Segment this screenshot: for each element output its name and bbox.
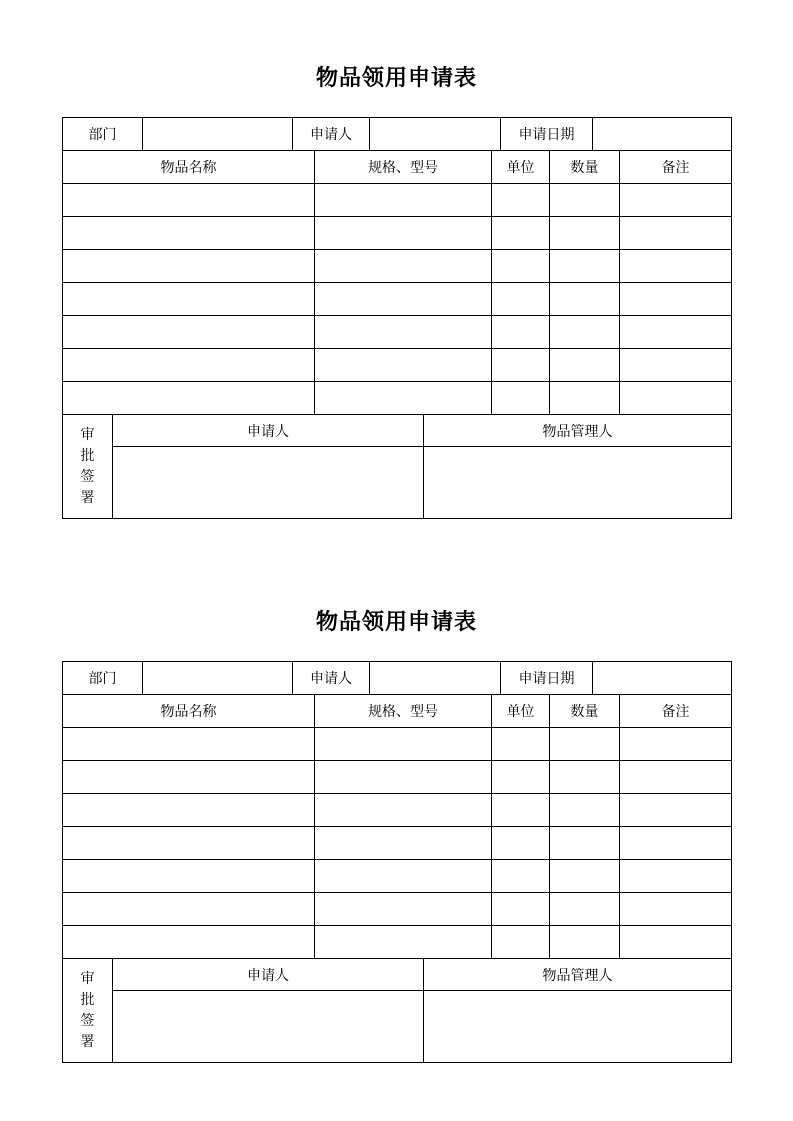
unit-cell[interactable]	[492, 184, 550, 217]
header-table	[62, 117, 732, 151]
table-row	[63, 250, 732, 283]
remarks-cell[interactable]	[620, 316, 732, 349]
remarks-cell[interactable]	[620, 860, 732, 893]
column-header-quantity: 数量	[550, 151, 620, 184]
unit-cell[interactable]	[492, 827, 550, 860]
column-header-unit: 单位	[492, 151, 550, 184]
table-row	[63, 283, 732, 316]
item-name-cell[interactable]	[63, 893, 315, 926]
unit-cell[interactable]	[492, 860, 550, 893]
unit-cell[interactable]	[492, 794, 550, 827]
spec-cell[interactable]	[315, 893, 492, 926]
column-header-quantity: 数量	[550, 695, 620, 728]
table-row	[63, 217, 732, 250]
column-header-remarks: 备注	[620, 695, 732, 728]
table-row	[63, 184, 732, 217]
item-name-cell[interactable]	[63, 761, 315, 794]
table-row	[63, 926, 732, 959]
date-label: 申请日期	[501, 118, 593, 151]
approval-label-char: 署	[80, 489, 95, 506]
remarks-cell[interactable]	[620, 349, 732, 382]
applicant-label: 申请人	[293, 662, 370, 695]
item-name-cell[interactable]	[63, 217, 315, 250]
department-field[interactable]	[143, 662, 293, 695]
remarks-cell[interactable]	[620, 827, 732, 860]
quantity-cell[interactable]	[550, 217, 620, 250]
column-header-unit: 单位	[492, 695, 550, 728]
approval-label-char: 批	[80, 991, 95, 1008]
column-header-spec: 规格、型号	[315, 151, 492, 184]
item-name-cell[interactable]	[63, 250, 315, 283]
unit-cell[interactable]	[492, 761, 550, 794]
column-header-spec: 规格、型号	[315, 695, 492, 728]
spec-cell[interactable]	[315, 827, 492, 860]
approval-manager-label: 物品管理人	[424, 959, 732, 991]
department-label: 部门	[63, 118, 143, 151]
quantity-cell[interactable]	[550, 728, 620, 761]
unit-cell[interactable]	[492, 250, 550, 283]
spec-cell[interactable]	[315, 926, 492, 959]
spec-cell[interactable]	[315, 316, 492, 349]
approval-label	[63, 415, 113, 519]
requisition-form-2	[62, 606, 731, 1063]
quantity-cell[interactable]	[550, 926, 620, 959]
unit-cell[interactable]	[492, 316, 550, 349]
remarks-cell[interactable]	[620, 728, 732, 761]
quantity-cell[interactable]	[550, 827, 620, 860]
remarks-cell[interactable]	[620, 926, 732, 959]
remarks-cell[interactable]	[620, 217, 732, 250]
spec-cell[interactable]	[315, 250, 492, 283]
approval-label-char: 批	[80, 447, 95, 464]
item-name-cell[interactable]	[63, 926, 315, 959]
quantity-cell[interactable]	[550, 794, 620, 827]
column-header-item-name: 物品名称	[63, 695, 315, 728]
quantity-cell[interactable]	[550, 860, 620, 893]
unit-cell[interactable]	[492, 283, 550, 316]
spec-cell[interactable]	[315, 283, 492, 316]
date-field[interactable]	[593, 118, 732, 151]
date-label: 申请日期	[501, 662, 593, 695]
approval-label-char: 审	[80, 426, 95, 443]
approval-table	[62, 414, 732, 519]
applicant-signature-field[interactable]	[113, 991, 424, 1063]
table-row	[63, 728, 732, 761]
table-row	[63, 761, 732, 794]
quantity-cell[interactable]	[550, 316, 620, 349]
spec-cell[interactable]	[315, 794, 492, 827]
item-name-cell[interactable]	[63, 827, 315, 860]
approval-label-char: 签	[80, 1012, 95, 1029]
unit-cell[interactable]	[492, 926, 550, 959]
item-name-cell[interactable]	[63, 860, 315, 893]
department-field[interactable]	[143, 118, 293, 151]
item-name-cell[interactable]	[63, 794, 315, 827]
approval-label-char: 签	[80, 468, 95, 485]
unit-cell[interactable]	[492, 893, 550, 926]
approval-label-char: 审	[80, 970, 95, 987]
remarks-cell[interactable]	[620, 250, 732, 283]
table-row	[63, 794, 732, 827]
spec-cell[interactable]	[315, 761, 492, 794]
approval-table	[62, 958, 732, 1063]
table-row	[63, 316, 732, 349]
applicant-signature-field[interactable]	[113, 447, 424, 519]
column-header-item-name: 物品名称	[63, 151, 315, 184]
items-header-row	[63, 151, 732, 184]
remarks-cell[interactable]	[620, 184, 732, 217]
approval-applicant-label: 申请人	[113, 959, 424, 991]
manager-signature-field[interactable]	[424, 991, 732, 1063]
unit-cell[interactable]	[492, 382, 550, 415]
unit-cell[interactable]	[492, 349, 550, 382]
quantity-cell[interactable]	[550, 250, 620, 283]
item-name-cell[interactable]	[63, 316, 315, 349]
quantity-cell[interactable]	[550, 349, 620, 382]
approval-applicant-label: 申请人	[113, 415, 424, 447]
spec-cell[interactable]	[315, 349, 492, 382]
remarks-cell[interactable]	[620, 893, 732, 926]
header-table	[62, 661, 732, 695]
remarks-cell[interactable]	[620, 761, 732, 794]
spec-cell[interactable]	[315, 382, 492, 415]
spec-cell[interactable]	[315, 728, 492, 761]
item-name-cell[interactable]	[63, 349, 315, 382]
applicant-field[interactable]	[370, 662, 501, 695]
quantity-cell[interactable]	[550, 184, 620, 217]
items-table	[62, 150, 732, 415]
items-table	[62, 694, 732, 959]
applicant-field[interactable]	[370, 118, 501, 151]
quantity-cell[interactable]	[550, 283, 620, 316]
requisition-form-1	[62, 62, 731, 519]
department-label: 部门	[63, 662, 143, 695]
table-row	[63, 382, 732, 415]
manager-signature-field[interactable]	[424, 447, 732, 519]
form-title: 物品领用申请表	[315, 609, 477, 635]
item-name-cell[interactable]	[63, 283, 315, 316]
items-header-row	[63, 695, 732, 728]
column-header-remarks: 备注	[620, 151, 732, 184]
table-row	[63, 860, 732, 893]
unit-cell[interactable]	[492, 728, 550, 761]
quantity-cell[interactable]	[550, 382, 620, 415]
applicant-label: 申请人	[293, 118, 370, 151]
approval-label-char: 署	[80, 1033, 95, 1050]
item-name-cell[interactable]	[63, 184, 315, 217]
remarks-cell[interactable]	[620, 794, 732, 827]
item-name-cell[interactable]	[63, 382, 315, 415]
quantity-cell[interactable]	[550, 893, 620, 926]
spec-cell[interactable]	[315, 217, 492, 250]
table-row	[63, 893, 732, 926]
approval-manager-label: 物品管理人	[424, 415, 732, 447]
remarks-cell[interactable]	[620, 283, 732, 316]
unit-cell[interactable]	[492, 217, 550, 250]
remarks-cell[interactable]	[620, 382, 732, 415]
date-field[interactable]	[593, 662, 732, 695]
spec-cell[interactable]	[315, 860, 492, 893]
item-name-cell[interactable]	[63, 728, 315, 761]
form-title: 物品领用申请表	[315, 65, 477, 91]
table-row	[63, 827, 732, 860]
table-row	[63, 349, 732, 382]
spec-cell[interactable]	[315, 184, 492, 217]
quantity-cell[interactable]	[550, 761, 620, 794]
approval-label	[63, 959, 113, 1063]
